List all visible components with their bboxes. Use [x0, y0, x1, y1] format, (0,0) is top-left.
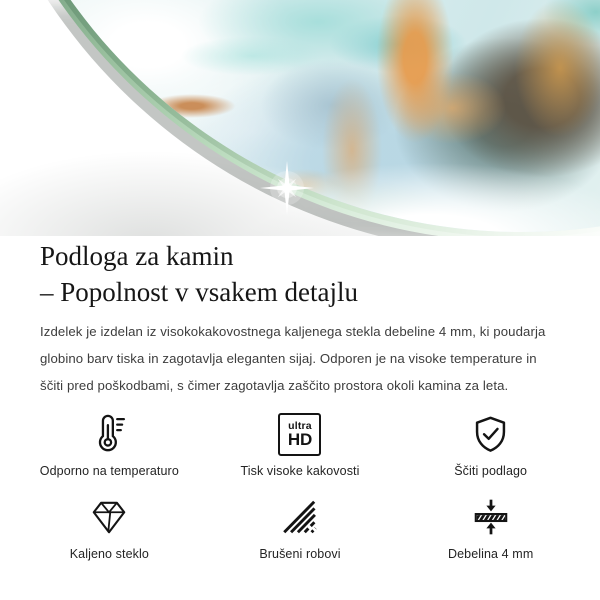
page-title-line1: Podloga za kamin: [40, 241, 234, 271]
feature-print-quality: [205, 411, 396, 478]
feature-label: Ščiti podlago: [454, 464, 528, 478]
feature-label: Brušeni robovi: [259, 547, 341, 561]
compressed-thickness-icon-wrap: [470, 494, 512, 540]
feature-label: Debelina 4 mm: [447, 547, 534, 561]
ultra-hd-icon-wrap: [278, 411, 321, 457]
ultra-hd-icon-text-top: ultra: [288, 420, 312, 432]
thermometer-icon: [87, 412, 131, 456]
page-title: [40, 238, 560, 310]
brushed-edges-icon: [279, 496, 321, 538]
hero-product-image: [0, 0, 600, 236]
page-title-line2: – Popolnost v vsakem detajlu: [40, 277, 358, 307]
diamond-icon-wrap: [88, 494, 130, 540]
diamond-icon: [88, 496, 130, 538]
thermometer-icon-wrap: [87, 411, 131, 457]
feature-tempered-glass: [14, 494, 205, 561]
feature-thickness: [395, 494, 586, 561]
compressed-thickness-icon: [470, 496, 512, 538]
feature-polished-edges: [205, 494, 396, 561]
shield-check-icon: [469, 413, 512, 456]
feature-grid: [0, 411, 600, 561]
ultra-hd-icon-text-bottom: HD: [287, 430, 313, 449]
feature-label: Tisk visoke kakovosti: [240, 464, 360, 478]
brushed-edges-icon-wrap: [279, 494, 321, 540]
ultra-hd-icon: [278, 413, 321, 456]
shield-check-icon-wrap: [469, 411, 512, 457]
feature-protection: [395, 411, 586, 478]
feature-label: Kaljeno steklo: [69, 547, 149, 561]
feature-label: Odporno na temperaturo: [39, 464, 179, 478]
feature-temperature: [14, 411, 205, 478]
product-description: Izdelek je izdelan iz visokokakovostnega kaljenega stekla debeline 4 mm, ki poudarja globino barv tiska in zagotavlja eleganten sijaj. Odporen je na visoke temperature in ščiti pred poškodbami, s čimer zagotavlja zaščito prostora okoli kamina za leta.: [40, 324, 546, 393]
sparkle-glint-icon: [255, 156, 319, 220]
